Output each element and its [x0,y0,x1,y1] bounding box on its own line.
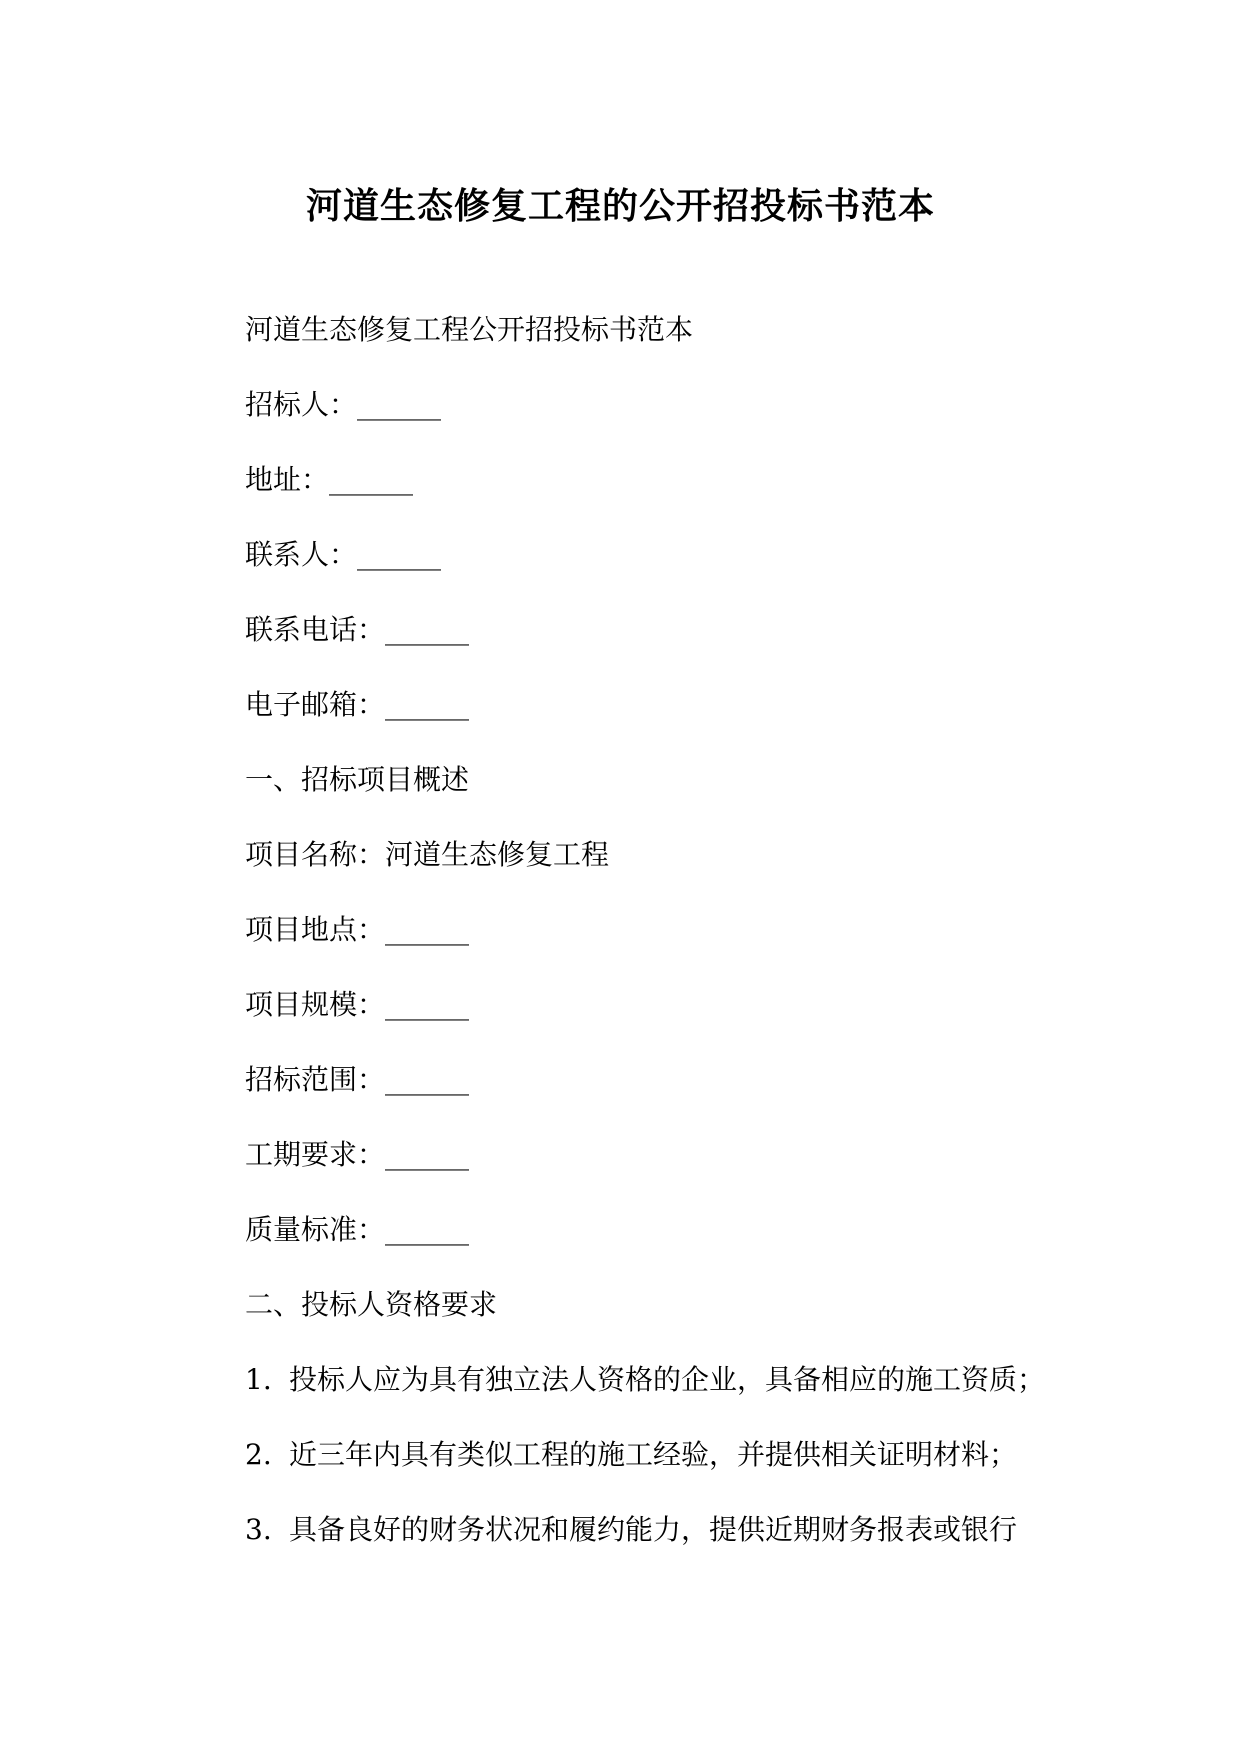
field-project-location: 项目地点：______ [245,913,470,946]
document-subtitle: 河道生态修复工程公开招投标书范本 [245,313,694,346]
section-heading-overview: 一、招标项目概述 [245,763,470,796]
document-title: 河道生态修复工程的公开招投标书范本 [305,185,935,227]
field-project-scale: 项目规模：______ [245,988,470,1021]
requirement-number: 3. [245,1513,272,1546]
requirement-item [245,1362,1045,1398]
field-address: 地址：______ [245,463,414,496]
section-heading-qualifications: 二、投标人资格要求 [245,1288,498,1321]
requirement-number: 1. [245,1363,272,1396]
requirement-number: 2. [245,1438,272,1471]
requirement-text: 近三年内具有类似工程的施工经验，并提供相关证明材料； [289,1438,1018,1471]
requirement-text: 具备良好的财务状况和履约能力，提供近期财务报表或银行 [289,1513,1018,1546]
field-tenderer: 招标人：______ [245,388,442,421]
field-quality-standard: 质量标准：______ [245,1213,470,1246]
field-contact-phone: 联系电话：______ [245,613,470,646]
field-project-name: 项目名称：河道生态修复工程 [245,838,610,871]
requirement-item [245,1512,1017,1548]
field-contact-person: 联系人：______ [245,538,442,571]
requirement-text: 投标人应为具有独立法人资格的企业，具备相应的施工资质； [289,1363,1046,1396]
field-email: 电子邮箱：______ [245,688,470,721]
field-tender-scope: 招标范围：______ [245,1063,470,1096]
requirement-item [245,1437,1017,1473]
field-duration: 工期要求：______ [245,1138,470,1171]
